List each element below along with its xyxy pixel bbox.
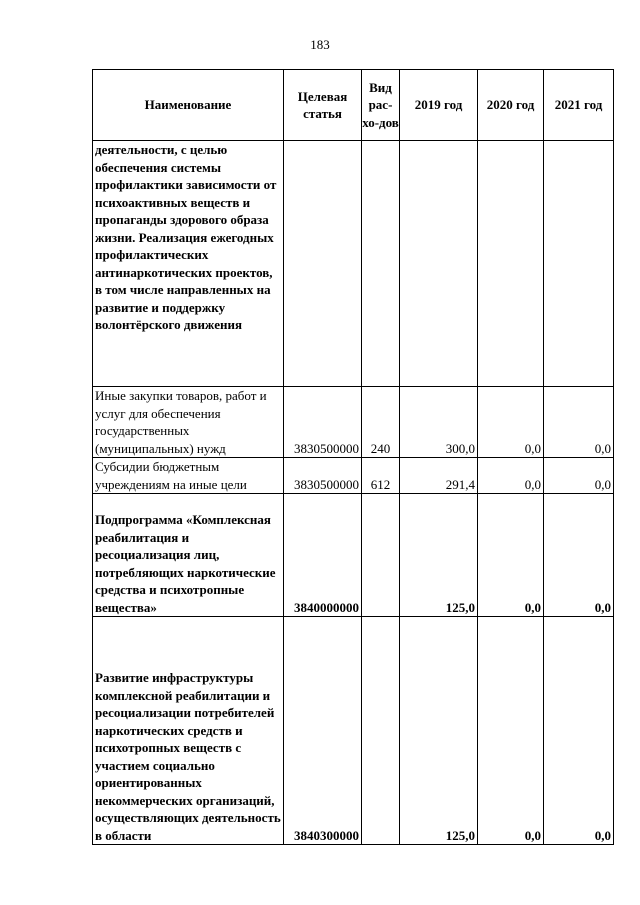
row-2019: 300,0 (400, 387, 478, 458)
header-target: Целевая статья (284, 70, 362, 141)
header-2020: 2020 год (478, 70, 544, 141)
row-2020: 0,0 (478, 617, 544, 845)
row-2020: 0,0 (478, 387, 544, 458)
row-2020: 0,0 (478, 494, 544, 617)
row-name: Иные закупки товаров, работ и услуг для обеспечения государственных (муниципальных) нужд (93, 387, 284, 458)
row-target: 3840300000 (284, 617, 362, 845)
table-row (93, 494, 614, 617)
row-kind (362, 141, 400, 387)
row-2020: 0,0 (478, 458, 544, 494)
row-2019: 291,4 (400, 458, 478, 494)
row-2019: 125,0 (400, 494, 478, 617)
row-target: 3830500000 (284, 387, 362, 458)
table-row (93, 458, 614, 494)
row-2021 (544, 141, 614, 387)
header-2021: 2021 год (544, 70, 614, 141)
row-target: 3830500000 (284, 458, 362, 494)
table-row (93, 387, 614, 458)
row-name: Развитие инфраструктуры комплексной реабилитации и ресоциализации потребителей наркотических средств и психотропных веществ с участием социально ориентированных некоммерческих организаций, осуществляющих деятельность в области (93, 617, 284, 845)
page-number: 183 (310, 37, 330, 52)
row-kind: 612 (362, 458, 400, 494)
row-target: 3840000000 (284, 494, 362, 617)
row-2021: 0,0 (544, 458, 614, 494)
row-2021: 0,0 (544, 617, 614, 845)
budget-table (92, 69, 614, 845)
row-2021: 0,0 (544, 387, 614, 458)
row-kind (362, 617, 400, 845)
row-2019 (400, 141, 478, 387)
header-name: Наименование (93, 70, 284, 141)
row-name: Подпрограмма «Комплексная реабилитация и ресоциализация лиц, потребляющих наркотические средства и психотропные вещества» (93, 494, 284, 617)
header-kind: Вид рас-хо-дов (362, 70, 400, 141)
row-2019: 125,0 (400, 617, 478, 845)
row-2020 (478, 141, 544, 387)
table-row (93, 141, 614, 387)
header-2019: 2019 год (400, 70, 478, 141)
row-name: Субсидии бюджетным учреждениям на иные цели (93, 458, 284, 494)
row-kind (362, 494, 400, 617)
table-header-row (93, 70, 614, 141)
row-2021: 0,0 (544, 494, 614, 617)
row-kind: 240 (362, 387, 400, 458)
row-target (284, 141, 362, 387)
table-row (93, 617, 614, 845)
row-name: деятельности, с целью обеспечения системы профилактики зависимости от психоактивных веществ и пропаганды здорового образа жизни. Реализация ежегодных профилактических антинаркотических проектов, в том числе направленных на развитие и поддержку волонтёрского движения (93, 141, 284, 387)
